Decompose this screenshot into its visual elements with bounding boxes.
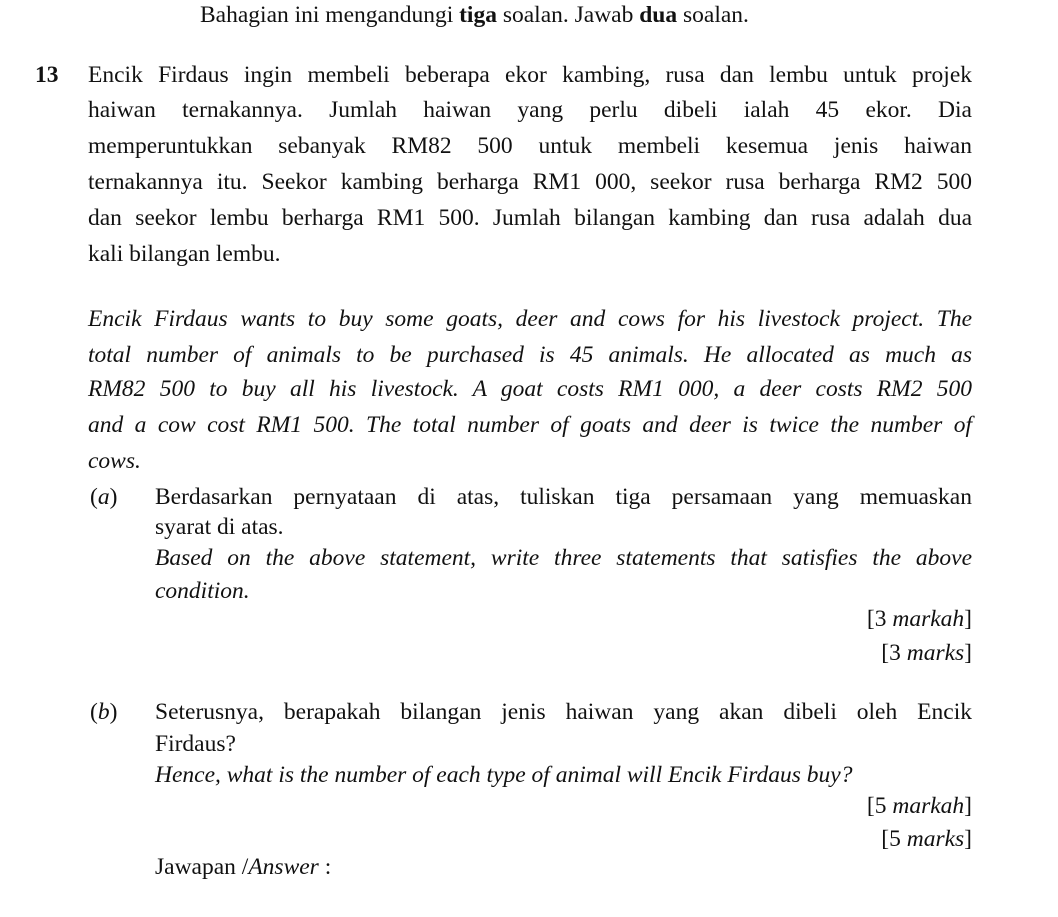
question-english-line: RM82 500 to buy all his livestock. A goat costs RM1 000, a deer costs RM2 500 — [88, 376, 972, 402]
instruction-text-end: soalan. — [677, 2, 749, 28]
part-b-label-letter: b — [97, 699, 110, 725]
question-malay-line: dan seekor lembu berharga RM1 500. Jumlah bilangan kambing dan rusa adalah dua — [88, 205, 972, 231]
question-english-line: and a cow cost RM1 500. The total number of goats and deer is twice the number of — [88, 412, 972, 438]
part-b-marks-malay: [5 markah] — [866, 793, 972, 819]
part-a-label-letter: a — [97, 484, 110, 510]
part-a-malay-line: Berdasarkan pernyataan di atas, tuliskan tiga persamaan yang memuaskan — [155, 484, 972, 510]
answer-label-english: Answer — [248, 854, 319, 880]
answer-colon: : — [318, 854, 332, 880]
part-b-english-line: Hence, what is the number of each type of animal will Encik Firdaus buy? — [155, 762, 853, 788]
question-malay-line: kali bilangan lembu. — [88, 241, 281, 267]
question-english-line: total number of animals to be purchased is 45 animals. He allocated as much as — [88, 342, 972, 368]
part-a-english-line: Based on the above statement, write three statements that satisfies the above — [155, 545, 972, 571]
instruction-tiga: tiga — [459, 2, 497, 28]
question-number: 13 — [35, 62, 59, 88]
question-english-line: Encik Firdaus wants to buy some goats, deer and cows for his livestock project. The — [88, 306, 972, 332]
instruction-text-mid: soalan. Jawab — [496, 2, 640, 28]
part-a-label: (a) — [90, 484, 118, 510]
part-b-malay-line: Seterusnya, berapakah bilangan jenis haiwan yang akan dibeli oleh Encik — [155, 699, 972, 725]
part-b-malay-line: Firdaus? — [155, 731, 236, 757]
part-b-marks-english: [5 marks] — [881, 826, 972, 852]
part-b-marks-english-word: marks — [906, 826, 965, 852]
part-a-marks-english: [3 marks] — [881, 640, 972, 666]
instruction-dua: dua — [639, 2, 678, 28]
question-malay-line: memperuntukkan sebanyak RM82 500 untuk membeli kesemua jenis haiwan — [88, 133, 972, 159]
part-b-label: (b) — [90, 699, 118, 725]
part-b-marks-malay-word: markah — [892, 793, 965, 819]
instruction-text: Bahagian ini mengandungi — [200, 2, 460, 28]
part-a-english-line: condition. — [155, 578, 250, 604]
part-a-marks-malay-word: markah — [892, 606, 965, 632]
question-english-line: cows. — [88, 448, 141, 474]
part-a-marks-english-word: marks — [906, 640, 965, 666]
question-malay-line: ternakannya itu. Seekor kambing berharga RM1 000, seekor rusa berharga RM2 500 — [88, 169, 972, 195]
question-malay-line: haiwan ternakannya. Jumlah haiwan yang perlu dibeli ialah 45 ekor. Dia — [88, 97, 972, 123]
answer-label-malay: Jawapan / — [155, 854, 249, 880]
part-a-malay-line: syarat di atas. — [155, 514, 284, 540]
question-malay-line: Encik Firdaus ingin membeli beberapa ekor kambing, rusa dan lembu untuk projek — [88, 62, 972, 88]
section-instruction — [200, 4, 749, 28]
part-a-marks-malay: [3 markah] — [866, 606, 972, 632]
answer-label — [155, 856, 331, 880]
